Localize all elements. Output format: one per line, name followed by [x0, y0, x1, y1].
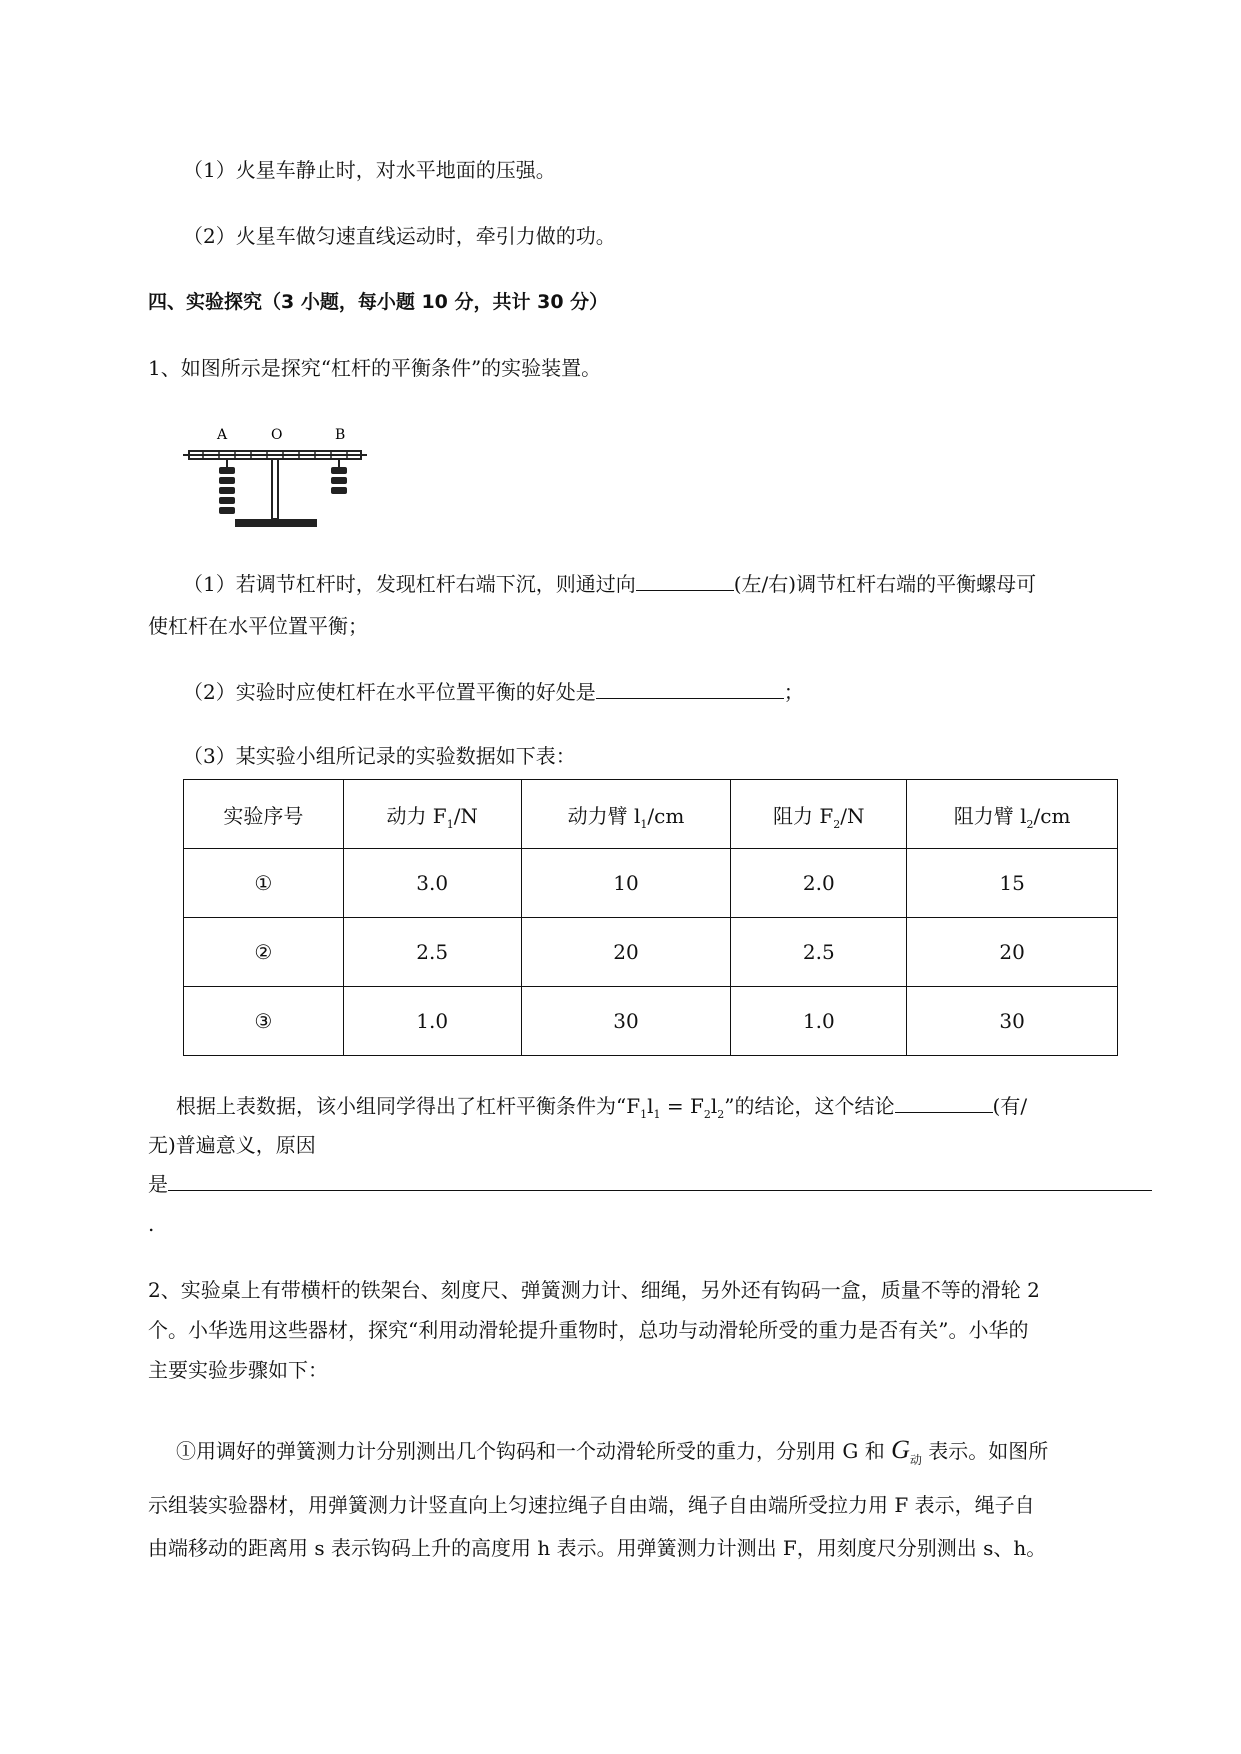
header-effort-force-sub: 1: [446, 817, 454, 831]
experiment-data-table: [183, 779, 1118, 1056]
table-cell: 1.0: [343, 987, 521, 1056]
answer-blank-reason[interactable]: [168, 1170, 1152, 1191]
formula-l-1: l: [647, 1094, 654, 1118]
table-cell: 20: [907, 918, 1118, 987]
answer-blank-significance[interactable]: [895, 1092, 993, 1113]
header-effort-arm-sub: 1: [640, 817, 648, 831]
q1-part1-cont: 使杠杆在水平位置平衡；: [148, 614, 368, 638]
conclusion-period: .: [148, 1212, 155, 1236]
table-cell: 2.0: [731, 849, 907, 918]
header-load-arm-unit: /cm: [1033, 803, 1071, 828]
formula-mid: = F: [660, 1094, 704, 1118]
conclusion-line-3: [148, 1170, 1152, 1198]
q2-step1-line: [176, 1436, 1048, 1468]
q1-intro: 1、如图所示是探究“杠杆的平衡条件”的实验装置。: [148, 356, 602, 380]
q2-step1-line-2: 示组装实验器材，用弹簧测力计竖直向上匀速拉绳子自由端，绳子自由端所受拉力用 F 表示，绳子自: [148, 1493, 1035, 1517]
header-effort-arm: [521, 780, 731, 849]
q1-part2-line: [183, 678, 804, 706]
header-load-force-unit: /N: [840, 803, 865, 828]
table-cell: 30: [521, 987, 731, 1056]
table-cell: 20: [521, 918, 731, 987]
formula-l-2: l: [710, 1094, 718, 1118]
formula-sub-1: 1: [640, 1108, 648, 1121]
table-row: [184, 987, 1118, 1056]
conclusion-text-e: 是: [148, 1172, 168, 1196]
table-row: [184, 849, 1118, 918]
q1-part1-line: [183, 570, 1036, 598]
table-cell: 3.0: [343, 849, 521, 918]
table-row: [184, 918, 1118, 987]
figure-label-o: O: [271, 427, 283, 443]
header-effort-arm-label: 动力臂 l: [567, 803, 641, 828]
header-effort-force: [343, 780, 521, 849]
table-cell: 30: [907, 987, 1118, 1056]
table-cell: ③: [184, 987, 344, 1056]
figure-label-a: A: [217, 427, 228, 443]
conclusion-line-1: [176, 1092, 1027, 1124]
answer-blank-direction[interactable]: [636, 570, 734, 591]
lever-figure: [183, 425, 373, 540]
q2-step1-text-a: ①用调好的弹簧测力计分别测出几个钩码和一个动滑轮所受的重力，分别用 G 和: [176, 1439, 892, 1463]
g-dynamic-subscript: 动: [909, 1453, 922, 1467]
header-load-arm: [907, 780, 1118, 849]
q1-part1-text-b: (左/右)调节杠杆右端的平衡螺母可: [733, 572, 1037, 596]
table-header-row: [184, 780, 1118, 849]
table-cell: 1.0: [731, 987, 907, 1056]
header-trial: 实验序号: [184, 780, 344, 849]
header-load-force: [731, 780, 907, 849]
section-heading: 四、实验探究（3 小题，每小题 10 分，共计 30 分）: [148, 291, 609, 313]
table-cell: 15: [907, 849, 1118, 918]
question-part-1: （1）火星车静止时，对水平地面的压强。: [183, 158, 556, 182]
table-cell: ②: [184, 918, 344, 987]
header-load-arm-label: 阻力臂 l: [953, 803, 1027, 828]
g-dynamic-symbol: G: [891, 1435, 910, 1464]
formula-sub-4: 2: [717, 1108, 725, 1121]
header-load-force-sub: 2: [833, 817, 841, 831]
q2-step1-line-3: 由端移动的距离用 s 表示钩码上升的高度用 h 表示。用弹簧测力计测出 F，用刻度尺分别测出 s、h。: [148, 1536, 1047, 1560]
header-effort-force-unit: /N: [453, 803, 478, 828]
header-effort-force-label: 动力 F: [386, 803, 447, 828]
conclusion-text-c: (有/: [992, 1094, 1028, 1118]
q2-line-3: 主要实验步骤如下：: [148, 1358, 328, 1382]
formula-sub-2: 1: [653, 1108, 661, 1121]
table-cell: 2.5: [731, 918, 907, 987]
table-cell: 10: [521, 849, 731, 918]
conclusion-line-2: 无)普遍意义，原因: [148, 1133, 316, 1157]
q1-part1-text-a: （1）若调节杠杆时，发现杠杆右端下沉，则通过向: [183, 572, 636, 596]
q2-step1-text-b: 表示。如图所: [921, 1439, 1049, 1463]
q1-part2-text-b: ；: [783, 680, 804, 704]
conclusion-text-b: ”的结论，这个结论: [724, 1094, 895, 1118]
header-load-force-label: 阻力 F: [773, 803, 834, 828]
formula-sub-3: 2: [703, 1108, 711, 1121]
header-effort-arm-unit: /cm: [647, 803, 685, 828]
q2-line-1: 2、实验桌上有带横杆的铁架台、刻度尺、弹簧测力计、细绳，另外还有钩码一盒，质量不等的滑轮 2: [148, 1278, 1040, 1302]
q2-line-2: 个。小华选用这些器材，探究“利用动滑轮提升重物时，总功与动滑轮所受的重力是否有关”。小华的: [148, 1318, 1029, 1342]
table-cell: ①: [184, 849, 344, 918]
header-load-arm-sub: 2: [1026, 817, 1034, 831]
conclusion-text-a: 根据上表数据，该小组同学得出了杠杆平衡条件为“F: [176, 1094, 641, 1118]
q1-part2-text-a: （2）实验时应使杠杆在水平位置平衡的好处是: [183, 680, 596, 704]
figure-label-b: B: [335, 427, 346, 443]
question-part-2: （2）火星车做匀速直线运动时，牵引力做的功。: [183, 224, 616, 248]
q1-part3-line: （3）某实验小组所记录的实验数据如下表：: [183, 744, 576, 768]
table-cell: 2.5: [343, 918, 521, 987]
answer-blank-benefit[interactable]: [596, 678, 784, 699]
